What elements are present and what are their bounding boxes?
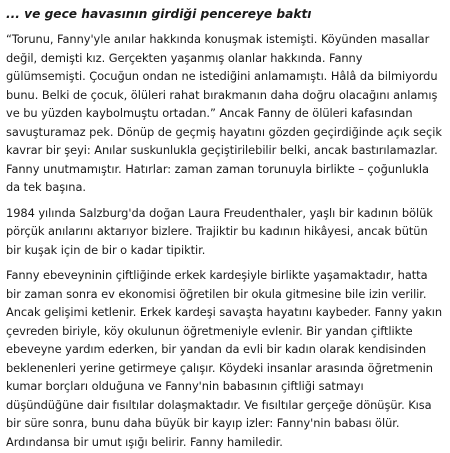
paragraph-author: 1984 yılında Salzburg'da doğan Laura Freudenthaler, yaşlı bir kadının bölük pörçük anılarını aktarıyor bizlere. Trajiktir bu kadının hikâyesi, ancak bütün bir kuşak için de bir o kadar tipiktir. [6,205,433,257]
paragraph-story: Fanny ebeveyninin çiftliğinde erkek kardeşiyle birlikte yaşamaktadır, hatta bir zaman sonra ev ekonomisi öğretilen bir okula gitmesine bile izin verilir. Ancak gelişimi ketlenir. Erkek kardeşi savaşta hayatını kaybeder. Fanny yakın çevreden biriyle, köy okulunun öğretmeniyle evlenir. Bir yandan çiftlikte ebeveyne yardım ederken, bir yandan da evli bir kadın olarak kendisinden beklenenleri yerine getirmeye çalışır. Köydeki insanlar arasında öğretmenin kumar borçları olduğuna ve Fanny'nin babasının çiftliği satmayı düşündüğüne dair fısıltılar dolaşmaktadır. Ve fısıltılar gerçeğe dönüşür. Kısa bir süre sonra, bunu daha büyük bir kayıp izler: Fanny'nin babası ölür. Ardındansa bir umut ışığı belirir. Fanny hamiledir. [6,268,443,449]
paragraph-quote: “Torunu, Fanny'yle anılar hakkında konuşmak istemişti. Köyünden masallar değil, demişti kız. Gerçekten yaşanmış olanlar hakkında. Fanny gülümsemişti. Çocuğun ondan ne istediğini anlamamıştı. Hâlâ da bilmiyordu bunu. Belki de çocuk, ölüleri rahat bırakmanın daha doğru olacağını anlamış ve bu yüzden kaybolmuştu ortadan.” Ancak Fanny de ölüleri kafasından savuşturamaz pek. Dönüp de geçmiş hayatını gözden geçirdiğinde açık seçik kavrar bir şeyi: Anılar suskunlukla geçiştirilebilir belki, ancak bastırılamazlar. Fanny unutmamıştır. Hatırlar: zaman zaman torunuyla birlikte – çoğunlukla da tek başına. [6,32,442,194]
article-heading: ... ve gece havasının girdiği pencereye baktı [6,7,312,21]
